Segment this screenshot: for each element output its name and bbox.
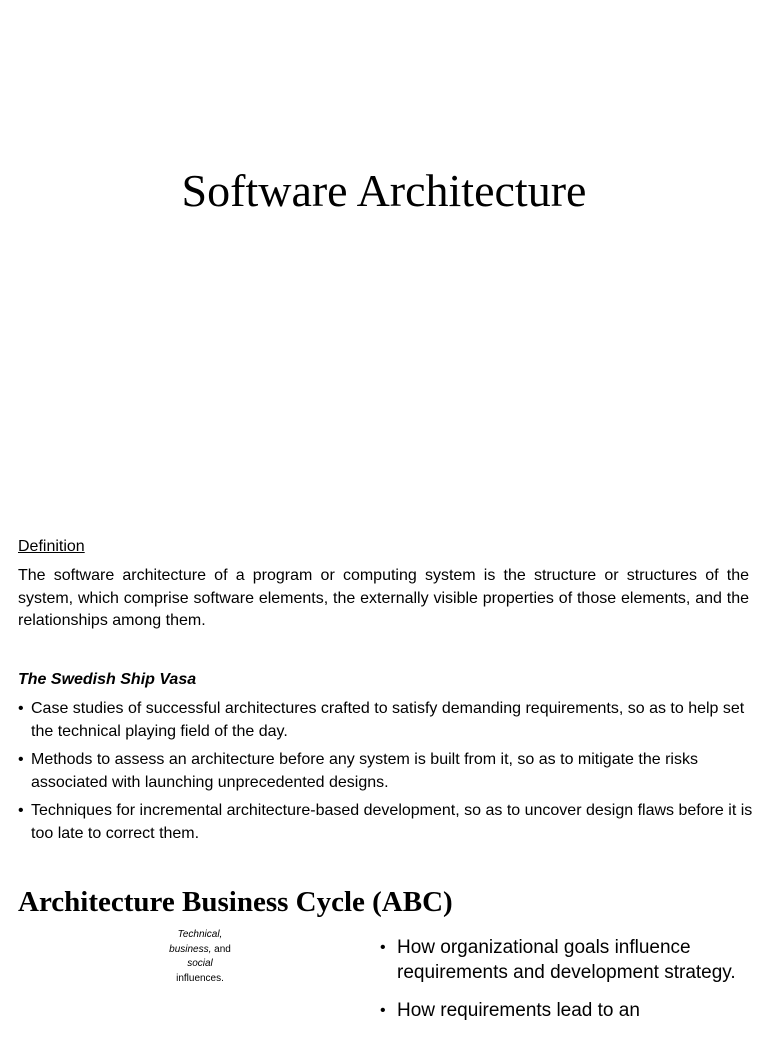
influences-text: influences. xyxy=(176,972,224,984)
list-item xyxy=(380,936,760,985)
vasa-heading: The Swedish Ship Vasa xyxy=(18,671,197,688)
social-text: social xyxy=(187,958,213,969)
slide-title: Software Architecture xyxy=(181,165,587,216)
abc-bullet-list xyxy=(380,936,760,1038)
list-item xyxy=(18,698,753,743)
list-item-text: Techniques for incremental architecture-based development, so as to uncover design flaws before it is too late to correct them. xyxy=(31,802,753,842)
technical-text: Technical, xyxy=(177,929,223,940)
list-item xyxy=(18,800,753,845)
definition-heading: Definition xyxy=(18,538,85,555)
bullet-icon: • xyxy=(18,802,24,819)
bullet-icon: • xyxy=(380,939,386,956)
definition-text: The software architecture of a program or computing system is the structure or structures of the system, which comprise software elements, the externally visible properties of those elements, and the relationships among them. xyxy=(18,567,749,629)
list-item-text: Methods to assess an architecture before any system is built from it, so as to mitigate the risks associated with launching unprecedented designs. xyxy=(31,751,698,791)
bullet-icon: • xyxy=(380,1002,386,1019)
bullet-icon: • xyxy=(18,751,24,768)
business-text: business, xyxy=(169,943,212,955)
list-item xyxy=(380,999,760,1024)
abc-title: Architecture Business Cycle (ABC) xyxy=(18,886,453,918)
and-text: and xyxy=(211,943,231,955)
list-item xyxy=(18,749,753,794)
list-item-text: How requirements lead to an xyxy=(397,1000,640,1021)
list-item-text: How organizational goals influence requirements and development strategy. xyxy=(397,937,736,983)
vasa-bullet-list xyxy=(18,698,753,851)
list-item-text: Case studies of successful architectures crafted to satisfy demanding requirements, so as to help set the technical playing field of the day. xyxy=(31,700,745,740)
influences-label xyxy=(150,928,250,986)
bullet-icon: • xyxy=(18,700,24,717)
